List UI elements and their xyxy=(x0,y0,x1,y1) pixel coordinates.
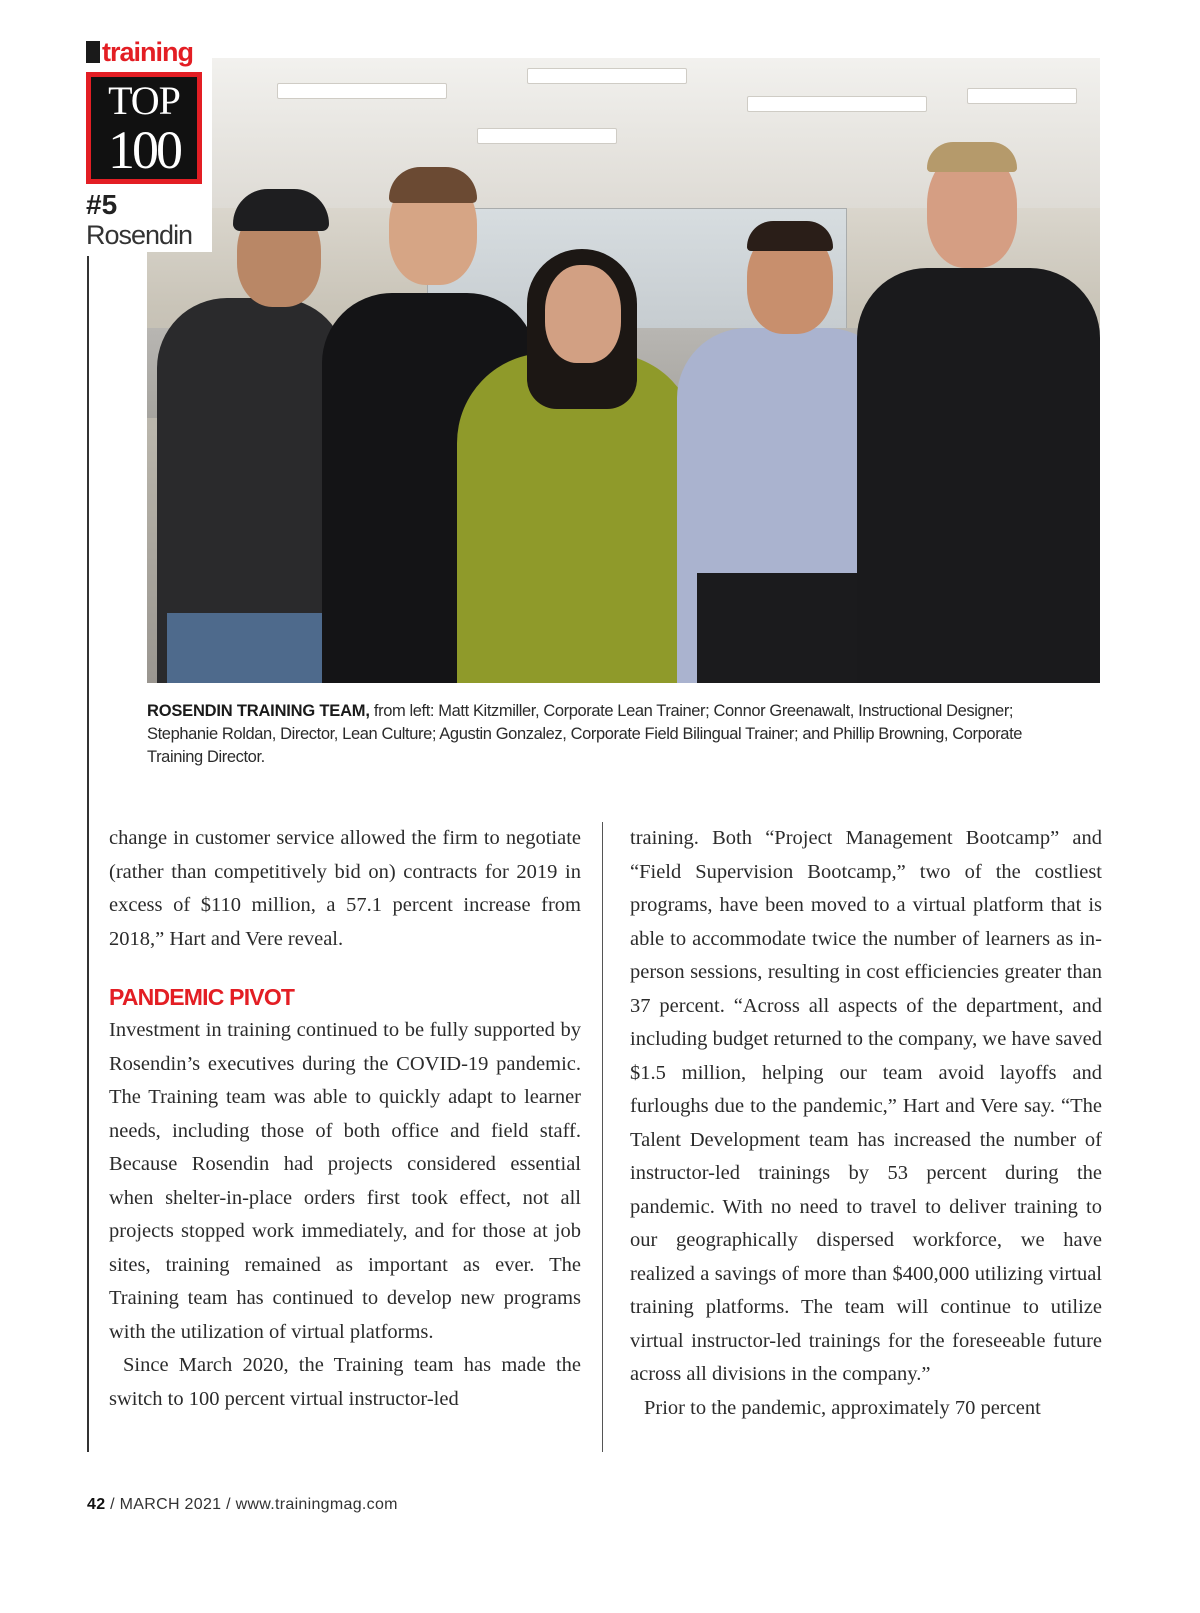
company-name: Rosendin xyxy=(86,220,193,250)
logo-mark xyxy=(86,41,100,63)
team-photo xyxy=(147,58,1100,683)
top-number: 100 xyxy=(108,120,180,180)
caption-lead: ROSENDIN TRAINING TEAM, xyxy=(147,702,370,720)
top-label: TOP xyxy=(108,78,180,123)
paragraph: Investment in training continued to be fully supported by Rosendin’s executives during the COVID-19 pandemic. The Training team was able to quickly adapt to learner needs, including those of both office and field staff. Because Rosendin had projects considered essential when shelter-in-place orders first took effect, not all projects stopped work immediately, and for those at job sites, training remained as important as ever. The Training team has continued to develop new programs with the utilization of virtual platforms. xyxy=(109,1019,581,1343)
ceiling-light xyxy=(277,83,447,99)
section-heading: PANDEMIC PIVOT xyxy=(109,984,295,1010)
ceiling-light xyxy=(747,96,927,112)
ceiling-light xyxy=(967,88,1077,104)
person-5 xyxy=(857,138,1100,683)
paragraph: Since March 2020, the Training team has made the switch to 100 percent virtual instructor-led xyxy=(109,1354,581,1410)
page-footer xyxy=(87,1496,398,1514)
paragraph: training. Both “Project Management Bootcamp” and “Field Supervision Bootcamp,” two of the costliest programs, have been moved to a virtual platform that is able to accommodate twice the number of learners as in-person sessions, resulting in cost efficiencies greater than 37 percent. “Across all aspects of the department, and including budget returned to the company, we have saved $1.5 million, helping our team avoid layoffs and furloughs due to the pandemic,” Hart and Vere say. “The Talent Development team has increased the number of instructor-led trainings by 53 percent during the pandemic. With no need to travel to deliver training to our geographically dispersed workforce, we have realized a savings of more than $400,000 utilizing virtual training platforms. The team will continue to utilize virtual instructor-led trainings for the foreseeable future across all divisions in the company.” xyxy=(630,827,1102,1385)
rank-label: #5 xyxy=(86,189,118,220)
paragraph: change in customer service allowed the firm to negotiate (rather than competitively bid on) contracts for 2019 in excess of $110 million, a 57.1 percent increase from 2018,” Hart and Vere reveal. xyxy=(109,827,581,950)
footer-issue: / MARCH 2021 / www.trainingmag.com xyxy=(105,1496,398,1513)
logo-wordmark: training xyxy=(102,37,193,67)
caption-text: from left: Matt Kitzmiller, Corporate Lean Trainer; Connor Greenawalt, Instructional Designer; Stephanie Roldan, Director, Lean Culture; Agustin Gonzalez, Corporate Field Bilingual Trainer; and Phillip Browning, Corporate Training Director. xyxy=(147,702,1023,766)
ceiling-light xyxy=(527,68,687,84)
article-column-left xyxy=(109,822,581,1416)
top100-badge xyxy=(86,36,212,252)
left-margin-rule xyxy=(87,256,89,1452)
training-logo xyxy=(86,38,193,66)
ceiling-light xyxy=(477,128,617,144)
top100-box xyxy=(86,72,202,184)
page-number: 42 xyxy=(87,1496,106,1513)
paragraph: Prior to the pandemic, approximately 70 percent xyxy=(644,1396,1041,1419)
article-column-right xyxy=(630,822,1102,1425)
photo-caption xyxy=(147,700,1057,769)
column-divider xyxy=(602,822,603,1452)
person-3 xyxy=(457,243,697,683)
